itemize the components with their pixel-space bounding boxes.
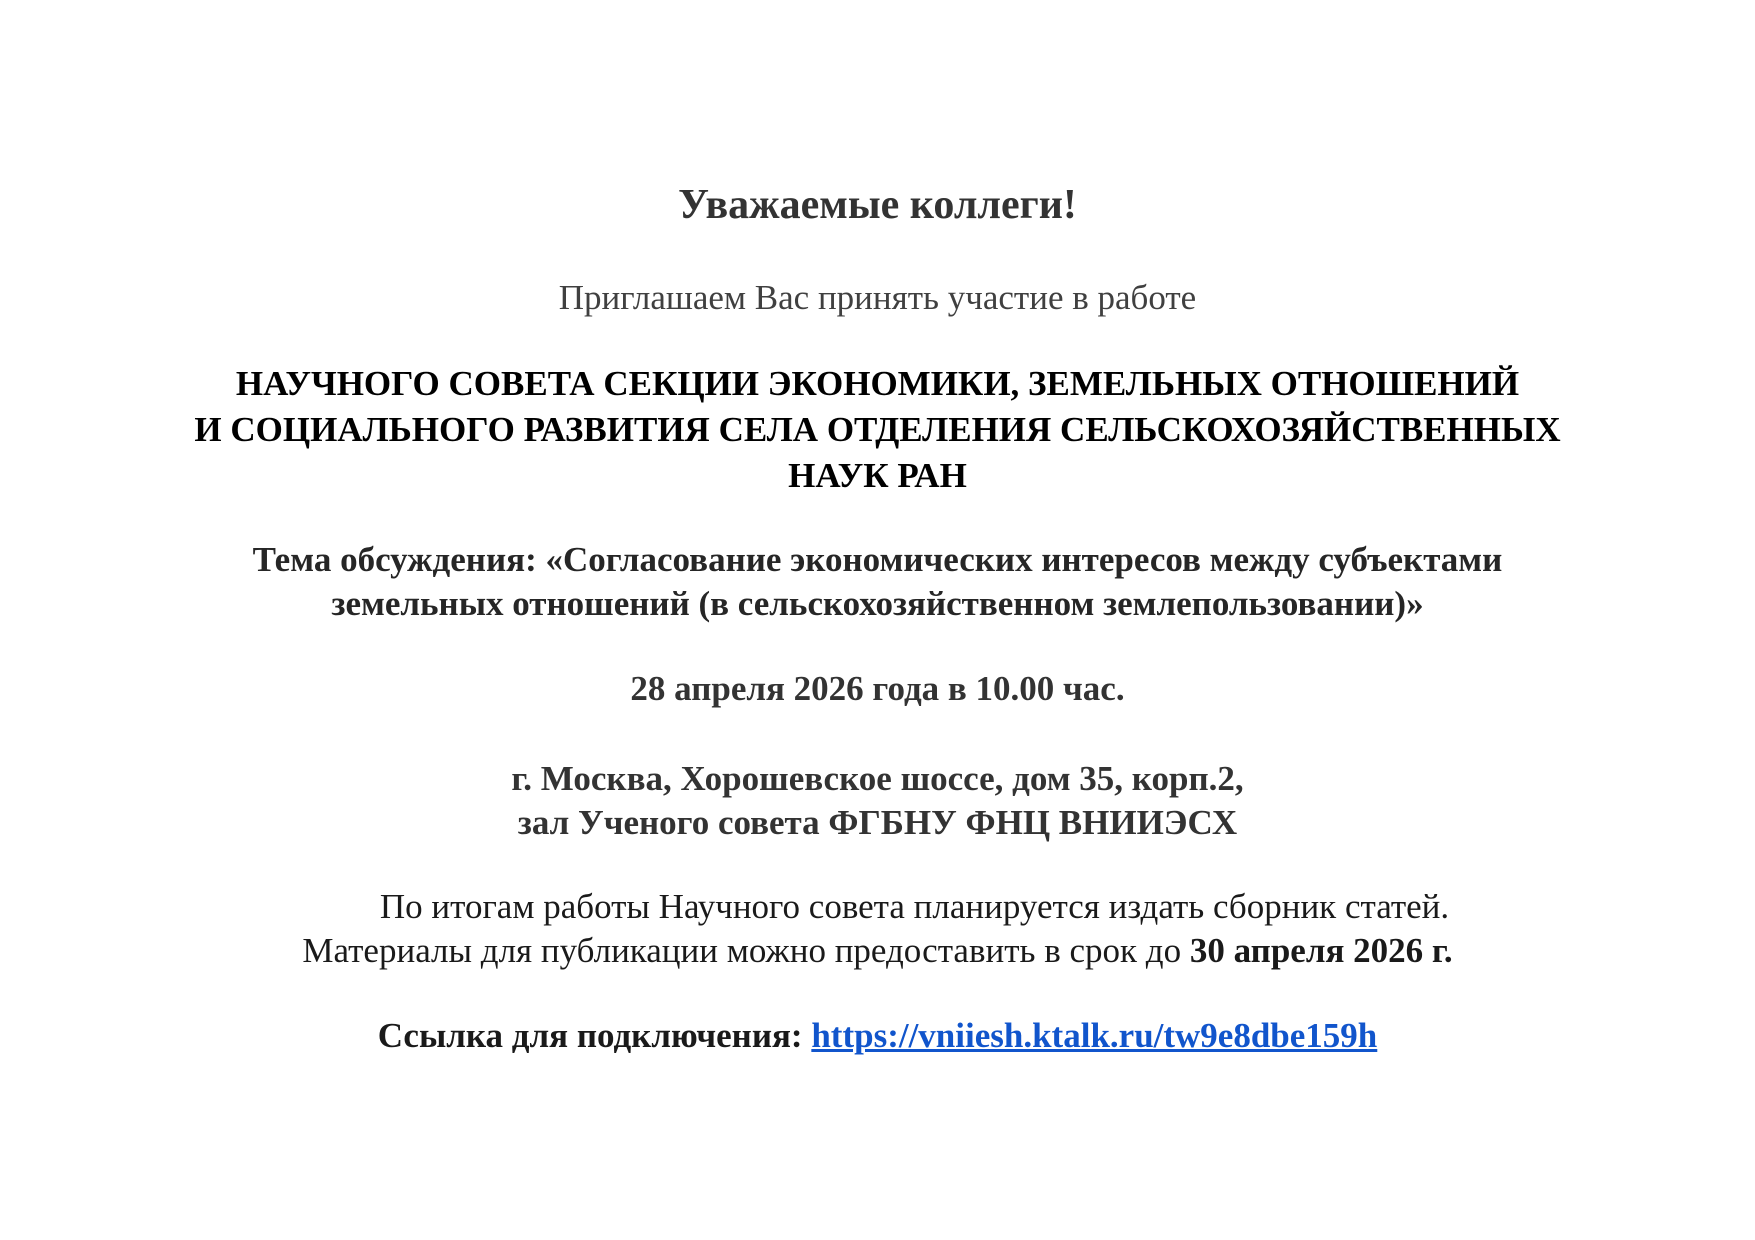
event-datetime: 28 апреля 2026 года в 10.00 час.: [630, 669, 1125, 708]
greeting-heading: Уважаемые коллеги!: [678, 182, 1077, 228]
results-line-2: [0, 933, 1755, 968]
council-title-line-1: НАУЧНОГО СОВЕТА СЕКЦИИ ЭКОНОМИКИ, ЗЕМЕЛЬНЫХ ОТНОШЕНИЙ: [235, 364, 1520, 403]
council-title-line-3: НАУК РАН: [788, 456, 967, 495]
topic-line-2: земельных отношений (в сельскохозяйственном землепользовании)»: [331, 584, 1424, 623]
connection-line: [0, 1018, 1755, 1053]
submission-deadline: 30 апреля 2026 г.: [1189, 931, 1453, 970]
address-line-1: г. Москва, Хорошевское шоссе, дом 35, корп.2,: [511, 759, 1244, 798]
connection-label: Ссылка для подключения:: [377, 1016, 812, 1055]
results-text: По итогам работы Научного совета планируется издать сборник статей.: [379, 887, 1450, 926]
connection-link[interactable]: https://vniiesh.ktalk.ru/tw9e8dbe159h: [811, 1016, 1378, 1055]
address-line-2: зал Ученого совета ФГБНУ ФНЦ ВНИИЭСХ: [517, 803, 1238, 842]
topic-line-1: Тема обсуждения: «Согласование экономических интересов между субъектами: [252, 540, 1503, 579]
invitation-text: Приглашаем Вас принять участие в работе: [558, 278, 1197, 317]
submission-text: Материалы для публикации можно предоставить в срок до: [302, 931, 1190, 970]
council-title-line-2: И СОЦИАЛЬНОГО РАЗВИТИЯ СЕЛА ОТДЕЛЕНИЯ СЕЛЬСКОХОЗЯЙСТВЕННЫХ: [194, 410, 1561, 449]
results-line-1: [0, 889, 1755, 924]
